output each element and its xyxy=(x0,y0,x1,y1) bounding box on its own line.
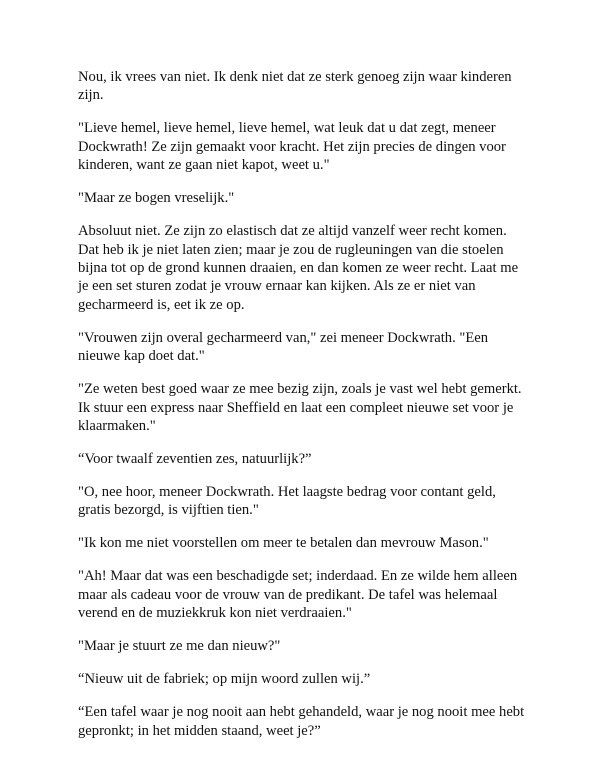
paragraph-11: "Maar je stuurt ze me dan nieuw?" xyxy=(78,638,281,655)
paragraph-7: “Voor twaalf zeventien zes, natuurlijk?” xyxy=(78,451,312,468)
paragraph-8: "O, nee hoor, meneer Dockwrath. Het laagste bedrag voor contant geld, gratis bezorgd, is vijftien tien." xyxy=(78,484,496,519)
paragraph-4: Absoluut niet. Ze zijn zo elastisch dat ze altijd vanzelf weer recht komen. Dat heb ik je niet laten zien; maar je zou de rugleuningen van die stoelen bijna tot op de grond kunnen draaien, en dan komen ze weer recht. Laat me je een set sturen zodat je vrouw ernaar kan kijken. Als ze er niet van gecharmeerd is, eet ik ze op. xyxy=(78,223,519,313)
paragraph-2: "Lieve hemel, lieve hemel, lieve hemel, wat leuk dat u dat zegt, meneer Dockwrath! Ze zijn gemaakt voor kracht. Het zijn precies de dingen voor kinderen, want ze gaan niet kapot, weet u." xyxy=(78,120,506,174)
paragraph-10: "Ah! Maar dat was een beschadigde set; inderdaad. En ze wilde hem alleen maar als cadeau voor de vrouw van de predikant. De tafel was helemaal verend en de muziekkruk kon niet verdraaien." xyxy=(78,568,518,622)
paragraph-9: "Ik kon me niet voorstellen om meer te betalen dan mevrouw Mason." xyxy=(78,535,489,552)
paragraph-1: Nou, ik vrees van niet. Ik denk niet dat ze sterk genoeg zijn waar kinderen zijn. xyxy=(78,69,512,104)
paragraph-13: “Een tafel waar je nog nooit aan hebt gehandeld, waar je nog nooit mee hebt gepronkt; in het midden staand, weet je?” xyxy=(78,704,525,739)
document-page xyxy=(78,68,530,755)
paragraph-5: "Vrouwen zijn overal gecharmeerd van," zei meneer Dockwrath. "Een nieuwe kap doet dat." xyxy=(78,329,489,365)
paragraph-6: "Ze weten best goed waar ze mee bezig zijn, zoals je vast wel hebt gemerkt. Ik stuur een express naar Sheffield en laat een compleet nieuwe set voor je klaarmaken." xyxy=(78,381,522,435)
paragraph-12: “Nieuw uit de fabriek; op mijn woord zullen wij.” xyxy=(78,671,371,688)
paragraph-3: "Maar ze bogen vreselijk." xyxy=(78,190,235,207)
